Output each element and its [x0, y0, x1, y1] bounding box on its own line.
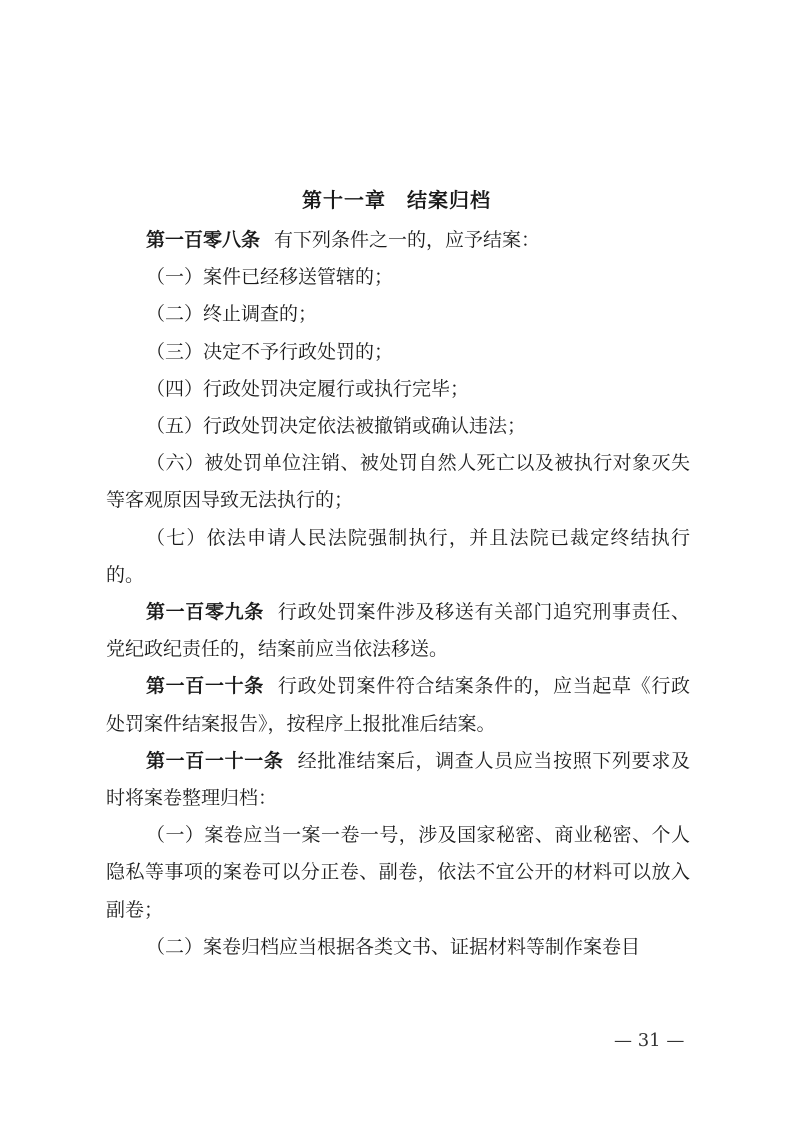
article-110	[106, 668, 690, 742]
list-item: （四）行政处罚决定履行或执行完毕；	[146, 377, 470, 400]
page-number: — 31 —	[614, 1030, 685, 1051]
article-number: 第一百一十条	[146, 675, 264, 698]
list-item: （五）行政处罚决定依法被撤销或确认违法；	[146, 415, 527, 438]
article-109	[106, 594, 690, 668]
list-item: （二）终止调查的；	[146, 303, 318, 326]
article-108	[106, 222, 690, 259]
list-item: （一）案卷应当一案一卷一号，涉及国家秘密、商业秘密、个人隐私等事项的案卷可以分正卷、副卷，依法不宜公开的材料可以放入副卷；	[106, 824, 690, 921]
article-text: 有下列条件之一的，应予结案：	[274, 229, 541, 251]
list-item: （一）案件已经移送管辖的；	[146, 266, 394, 289]
article-111	[106, 743, 690, 817]
article-number: 第一百零八条	[146, 229, 261, 251]
article-number: 第一百零九条	[146, 601, 264, 624]
document-body	[106, 222, 690, 966]
list-item: （六）被处罚单位注销、被处罚自然人死亡以及被执行对象灭失等客观原因导致无法执行的；	[106, 452, 690, 512]
article-text: 经批准结案后，调查人员应当按照下列要求及时将案卷整理归档：	[106, 749, 690, 810]
list-item: （七）依法申请人民法院强制执行，并且法院已裁定终结执行的。	[106, 526, 690, 586]
article-text: 行政处罚案件符合结案条件的，应当起草《行政处罚案件结案报告》，按程序上报批准后结案。	[106, 675, 690, 735]
article-text: 行政处罚案件涉及移送有关部门追究刑事责任、党纪政纪责任的，结案前应当依法移送。	[106, 601, 690, 661]
list-item: （二）案卷归档应当根据各类文书、证据材料等制作案卷目	[146, 935, 641, 958]
list-item: （三）决定不予行政处罚的；	[146, 340, 394, 363]
chapter-title: 第十一章 结案归档	[302, 188, 491, 212]
article-number: 第一百一十一条	[146, 749, 284, 772]
